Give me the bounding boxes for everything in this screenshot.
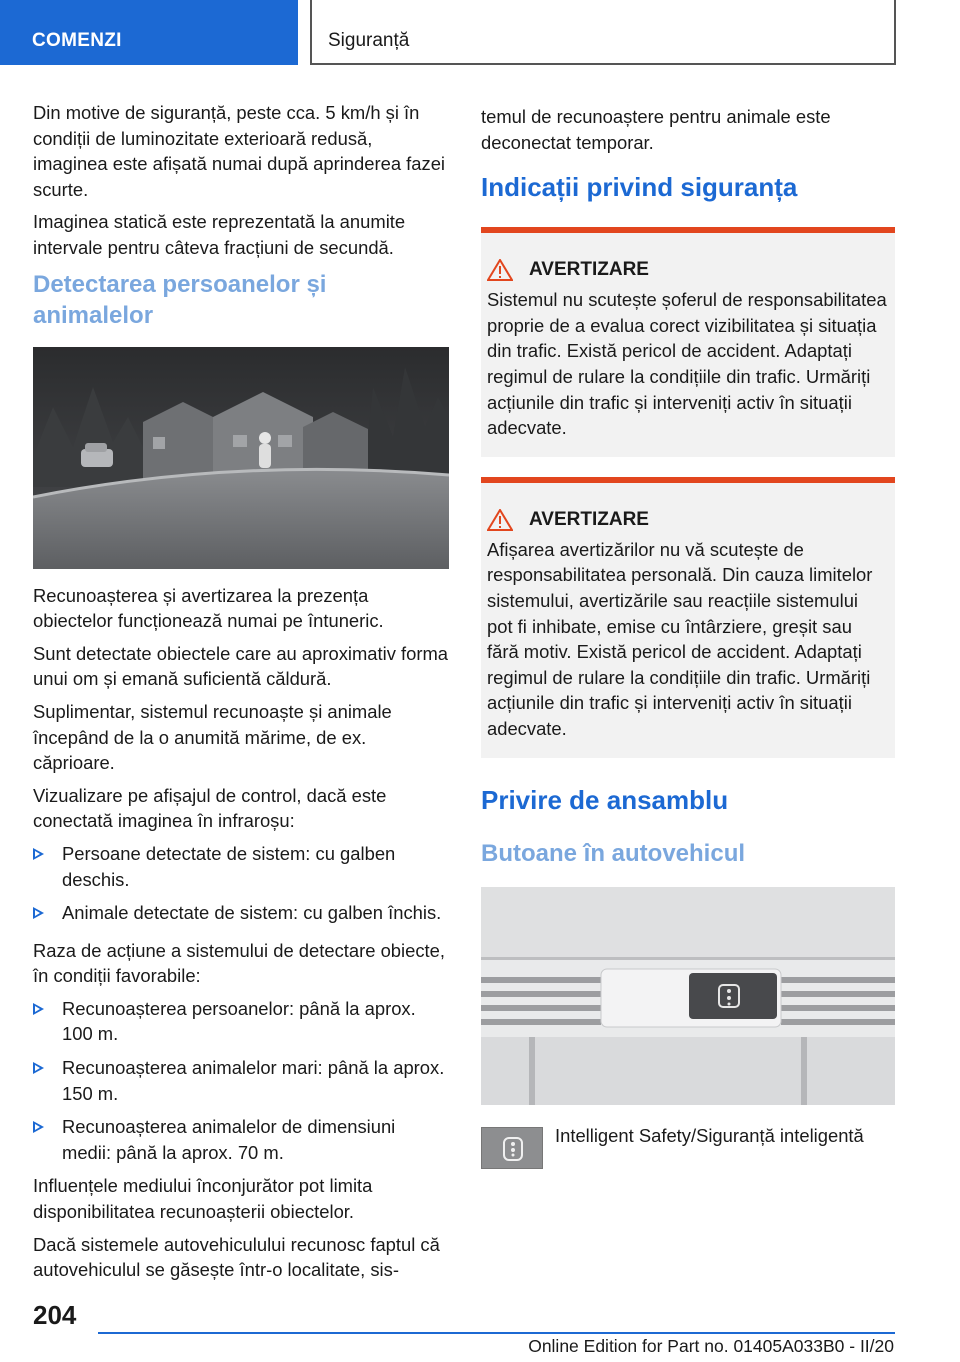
left-column xyxy=(33,100,449,1290)
warning-box xyxy=(481,477,895,758)
page-number: 204 xyxy=(33,1300,77,1330)
section-heading: Detectarea persoanelor și animalelor xyxy=(33,270,327,329)
section-title: COMENZI xyxy=(32,30,122,51)
paragraph: Recunoașterea și avertizarea la prezența obiectelor funcționează numai pe întuneric. xyxy=(33,584,384,632)
warning-box xyxy=(481,227,895,457)
paragraph: Din motive de siguranță, peste cca. 5 km/h și în condiții de luminozitate exterioară redusă, imaginea este afișată numai după aprinderea fazei scurte. xyxy=(33,102,446,200)
warning-triangle-icon xyxy=(487,509,513,531)
intelligent-safety-icon xyxy=(482,1128,544,1170)
section-tab xyxy=(0,0,298,65)
button-label: Intelligent Safety/Siguranță inteligentă xyxy=(555,1124,864,1146)
paragraph: temul de recunoaștere pentru animale este deconectat temporar. xyxy=(481,106,831,153)
list-item: Recunoașterea animalelor de dimensiuni medii: până la aprox. 70 m. xyxy=(33,1114,449,1165)
section-heading: Indicații privind siguranța xyxy=(481,172,798,203)
button-description-row xyxy=(481,1123,895,1169)
intelligent-safety-button[interactable] xyxy=(481,1127,543,1169)
warning-text: Afișarea avertizărilor nu vă scutește de responsabilitatea personală. Din cauza limitelor sistemului, avertizările sau reacțiile sistemului pot fi inhibate, emise cu întârziere, greșit sau fără motiv. Există pericol de accident. Adaptați regimul de rulare la condițiile din trafic. Urmăriți acțiunile din trafic și interveniți activ în situații adecvate. xyxy=(487,538,873,739)
paragraph: Suplimentar, sistemul recunoaște și animale începând de la o anumită mărime, de ex. căprioare. xyxy=(33,700,392,774)
paragraph: Dacă sistemele autovehiculului recunosc faptul că autovehiculul se găsește într-o localitate, sis- xyxy=(33,1233,440,1281)
topic-tab xyxy=(310,0,896,65)
triangle-bullet-icon xyxy=(33,848,44,860)
paragraph: Raza de acțiune a sistemului de detectare obiecte, în condiții favorabile: xyxy=(33,939,445,987)
paragraph: Vizualizare pe afișajul de control, dacă este conectată imaginea în infraroșu: xyxy=(33,784,387,832)
list-item: Animale detectate de sistem: cu galben închis. xyxy=(33,900,449,926)
detection-color-list xyxy=(33,841,449,926)
paragraph: Imaginea statică este reprezentată la anumite intervale pentru câteva fracțiuni de secundă. xyxy=(33,211,406,258)
triangle-bullet-icon xyxy=(33,1003,44,1015)
list-item: Recunoașterea persoanelor: până la aprox. 100 m. xyxy=(33,996,449,1047)
warning-triangle-icon xyxy=(487,259,513,281)
triangle-bullet-icon xyxy=(33,1121,44,1133)
list-item: Persoane detectate de sistem: cu galben deschis. xyxy=(33,841,449,892)
footer-divider xyxy=(98,1332,895,1334)
triangle-bullet-icon xyxy=(33,907,44,919)
right-column xyxy=(481,104,895,1169)
warning-title: AVERTIZARE xyxy=(529,508,649,530)
topic-title: Siguranță xyxy=(328,30,410,51)
paragraph: Sunt detectate obiectele care au aproximativ forma unui om și emană suficientă căldură. xyxy=(33,642,449,690)
subsection-heading: Butoane în autovehicul xyxy=(481,839,746,867)
triangle-bullet-icon xyxy=(33,1062,44,1074)
paragraph: Influențele mediului înconjurător pot limita disponibilitatea recunoașterii obiectelor. xyxy=(33,1175,373,1223)
dashboard-buttons-image xyxy=(481,887,895,1105)
section-heading: Privire de ansamblu xyxy=(481,784,729,815)
list-item: Recunoașterea animalelor mari: până la aprox. 150 m. xyxy=(33,1055,449,1106)
detection-range-list xyxy=(33,996,449,1166)
night-vision-image xyxy=(33,347,449,569)
warning-text: Sistemul nu scutește șoferul de responsabilitatea proprie de a evalua corect vizibilitatea și situația din trafic. Există pericol de accident. Adaptați regimul de rulare la condițiile din trafic. Urmăriți acțiunile din trafic și interveniți activ în situații adecvate. xyxy=(487,289,887,439)
edition-text: Online Edition for Part no. 01405A033B0 - II/20 xyxy=(528,1336,894,1356)
warning-title: AVERTIZARE xyxy=(529,259,649,281)
